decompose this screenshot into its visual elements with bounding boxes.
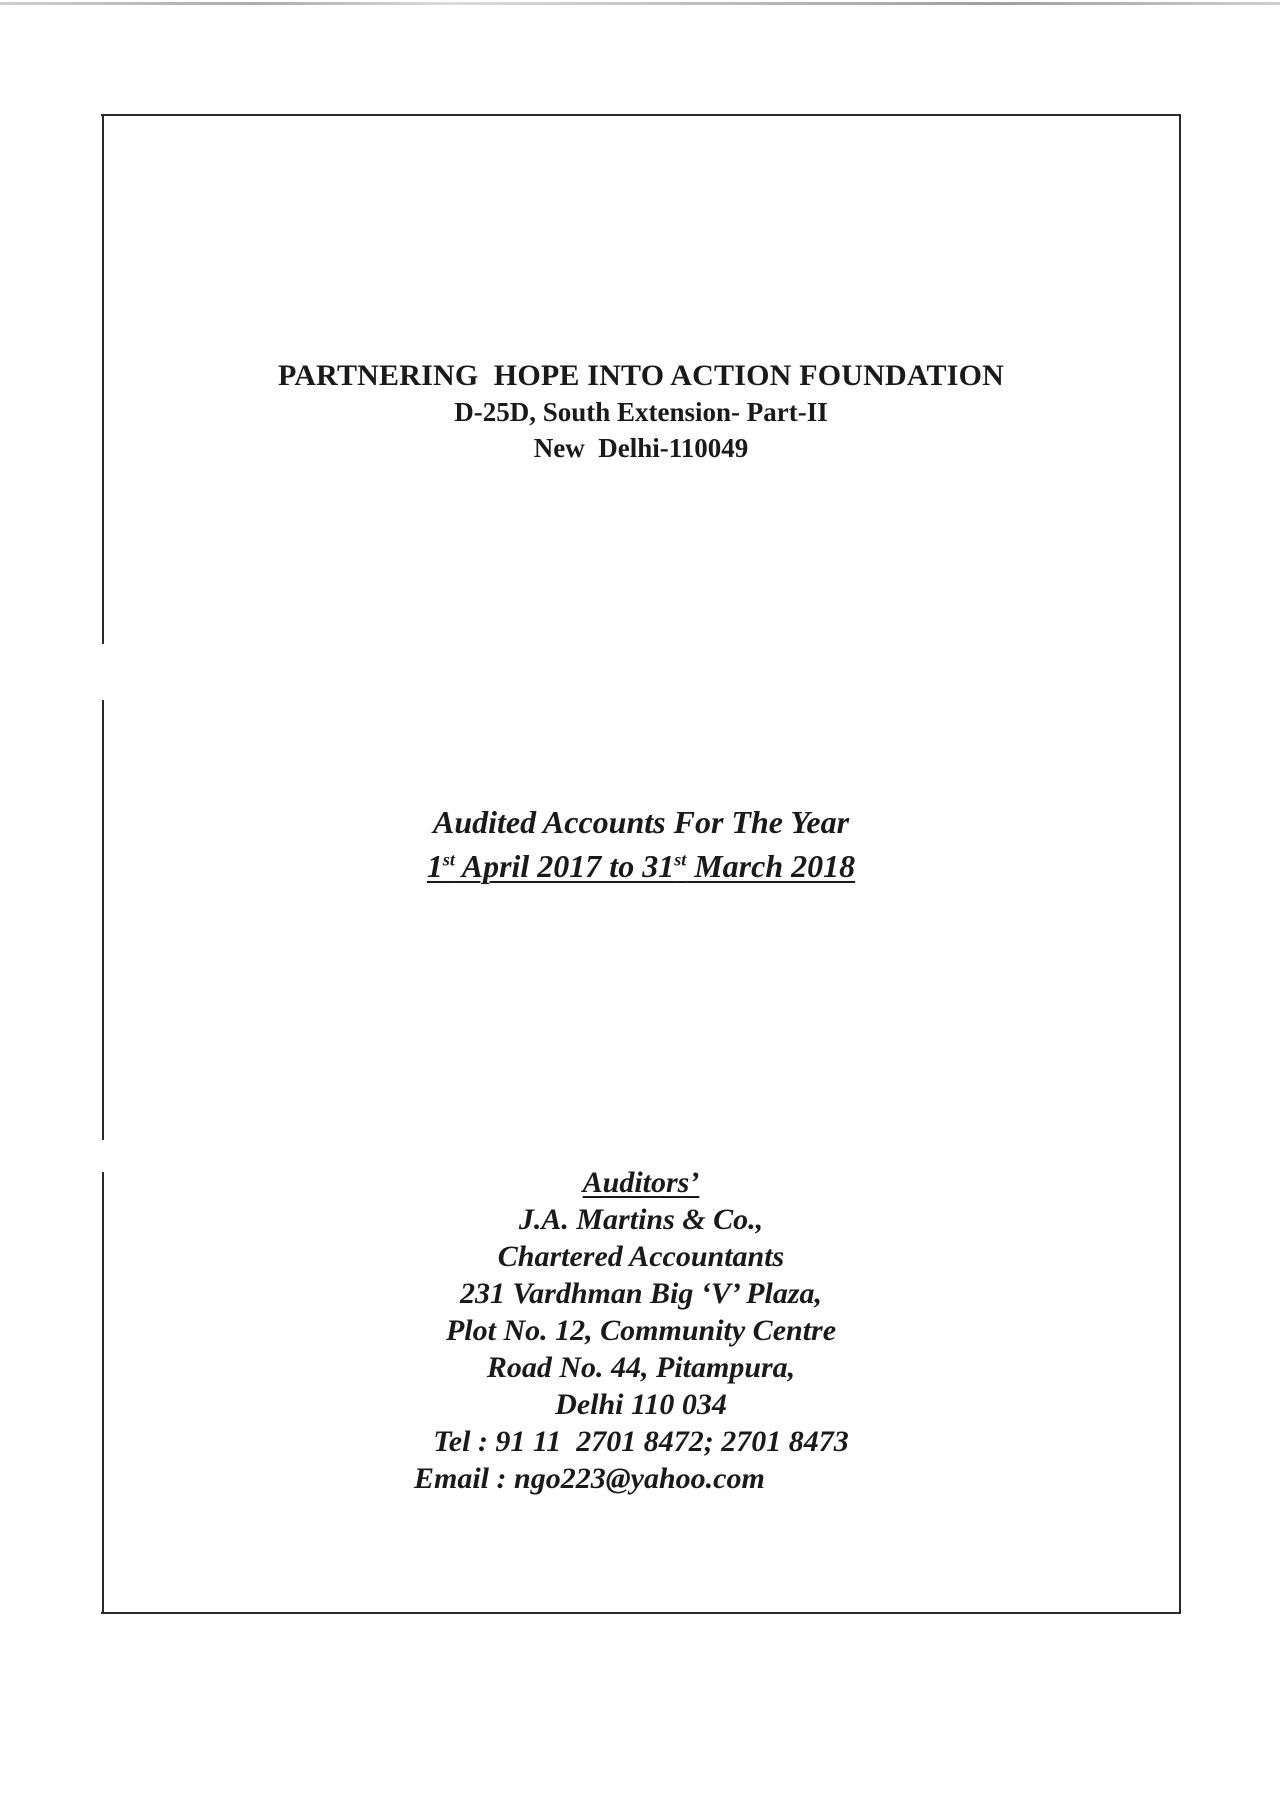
organization-address-line2: New Delhi-110049 [533,433,749,463]
period-start-day: 1 [426,848,443,884]
auditors-telephone: Tel : 91 11 2701 8472; 2701 8473 [433,1425,849,1458]
auditors-designation: Chartered Accountants [497,1240,785,1273]
report-title-block [101,800,1181,888]
report-title: Audited Accounts For The Year [432,804,850,840]
auditors-address-line1: 231 Vardhman Big ‘V’ Plaza, [459,1277,822,1310]
organization-address-line1: D-25D, South Extension- Part-II [454,397,828,427]
report-period [101,844,1181,888]
organization-header [101,358,1181,466]
period-end-suffix: st [674,849,687,870]
scan-edge [0,2,1280,5]
auditors-email: Email : ngo223@yahoo.com [414,1462,765,1495]
organization-name: PARTNERING HOPE INTO ACTION FOUNDATION [278,359,1004,392]
auditors-address-line4: Delhi 110 034 [555,1388,727,1421]
auditors-firm: J.A. Martins & Co., [518,1203,764,1236]
period-start-suffix: st [442,849,455,870]
auditors-block [101,1164,1181,1497]
period-end-rest: March 2018 [686,848,856,884]
left-border-segment [102,700,104,1140]
auditors-address-line2: Plot No. 12, Community Centre [445,1314,837,1347]
auditors-address-line3: Road No. 44, Pitampura, [486,1351,796,1384]
report-period-text [427,848,855,884]
period-start-rest: April 2017 to 31 [454,848,675,884]
auditors-heading: Auditors’ [582,1166,700,1199]
